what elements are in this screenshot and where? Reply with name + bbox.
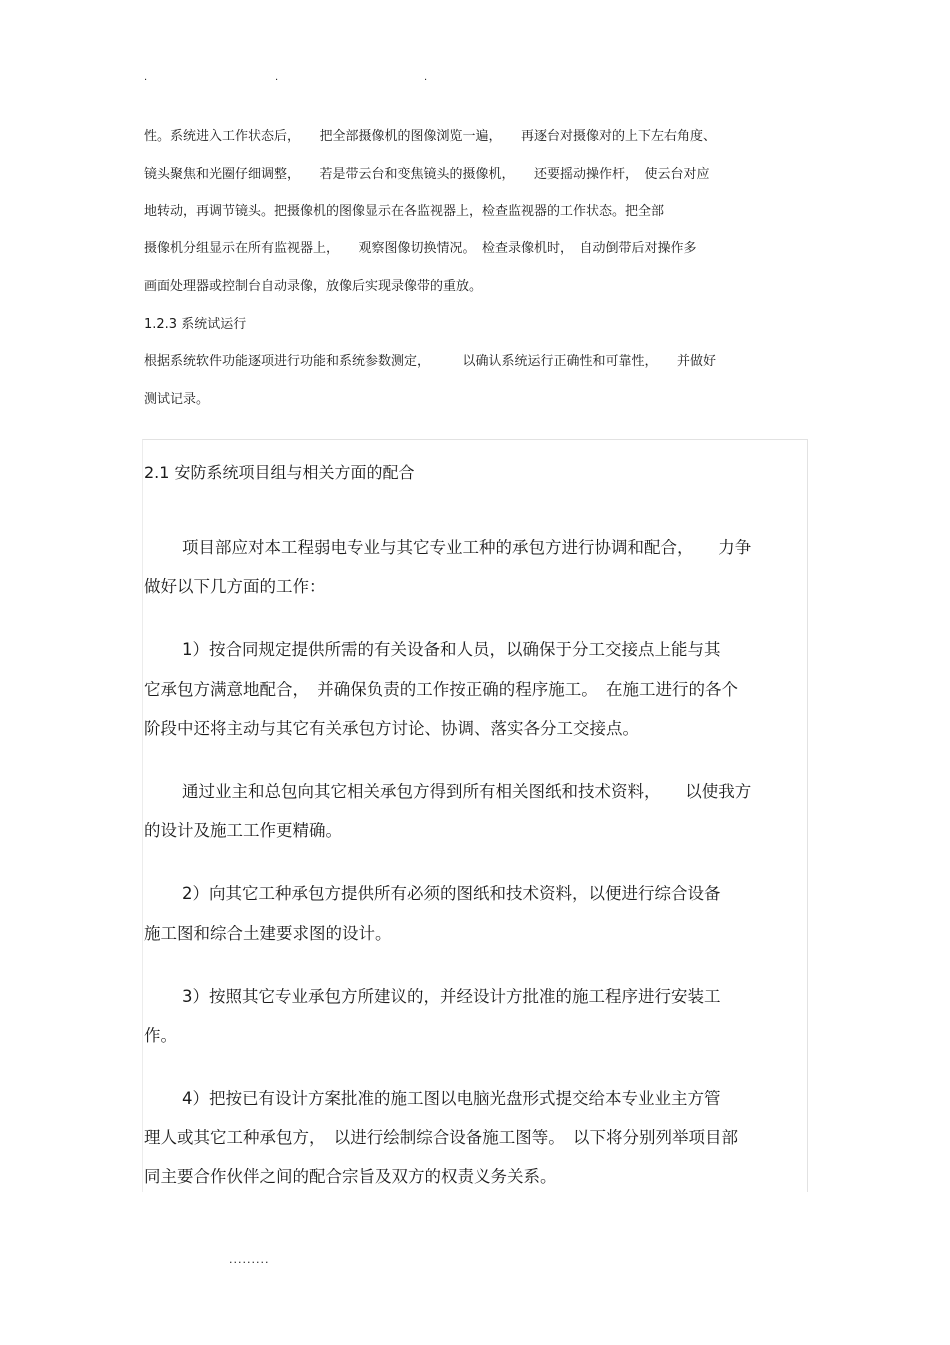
- body-line: 阶段中还将主动与其它有关承包方讨论、协调、落实各分工交接点。: [144, 719, 639, 738]
- header-dot: .: [424, 72, 428, 83]
- body-line: 镜头聚焦和光圈仔细调整， 若是带云台和变焦镜头的摄像机， 还要摇动操作杆， 使云台对应: [144, 167, 710, 182]
- section-title: 2.1 安防系统项目组与相关方面的配合: [144, 463, 415, 482]
- header-dot: .: [275, 72, 279, 83]
- body-line: 理人或其它工种承包方， 以进行绘制综合设备施工图等。 以下将分别列举项目部: [144, 1128, 738, 1147]
- body-line: 1）按合同规定提供所需的有关设备和人员，以确保于分工交接点上能与其: [182, 640, 721, 659]
- body-line: 施工图和综合土建要求图的设计。: [144, 924, 392, 943]
- body-line: 3）按照其它专业承包方所建议的，并经设计方批准的施工程序进行安装工: [182, 987, 721, 1006]
- body-line: 做好以下几方面的工作：: [144, 577, 326, 596]
- body-line: 2）向其它工种承包方提供所有必须的图纸和技术资料，以便进行综合设备: [182, 884, 721, 903]
- section-heading: 1.2.3 系统试运行: [144, 317, 247, 332]
- body-line: 地转动，再调节镜头。把摄像机的图像显示在各监视器上，检查监视器的工作状态。把全部: [144, 204, 665, 219]
- header-dot: .: [144, 72, 148, 83]
- body-line: 作。: [144, 1026, 177, 1045]
- body-line: 4）把按已有设计方案批准的施工图以电脑光盘形式提交给本专业业主方管: [182, 1089, 721, 1108]
- body-line: 画面处理器或控制台自动录像，放像后实现录像带的重放。: [144, 279, 483, 294]
- body-line: 同主要合作伙伴之间的配合宗旨及双方的权责义务关系。: [144, 1167, 557, 1186]
- header-dots: [144, 72, 444, 86]
- footer-dots: .........: [229, 1253, 270, 1266]
- body-line: 测试记录。: [144, 392, 210, 407]
- body-line: 通过业主和总包向其它相关承包方得到所有相关图纸和技术资料， 以使我方: [182, 782, 752, 801]
- body-line: 性。系统进入工作状态后， 把全部摄像机的图像浏览一遍， 再逐台对摄像对的上下左右角度、: [144, 129, 717, 144]
- body-line: 的设计及施工工作更精确。: [144, 821, 342, 840]
- body-line: 它承包方满意地配合， 并确保负责的工作按正确的程序施工。 在施工进行的各个: [144, 680, 738, 699]
- body-line: 项目部应对本工程弱电专业与其它专业工种的承包方进行协调和配合， 力争: [182, 538, 752, 557]
- body-line: 根据系统软件功能逐项进行功能和系统参数测定， 以确认系统运行正确性和可靠性， 并做好: [144, 354, 717, 369]
- body-line: 摄像机分组显示在所有监视器上， 观察图像切换情况。 检查录像机时， 自动倒带后对操作多: [144, 241, 697, 256]
